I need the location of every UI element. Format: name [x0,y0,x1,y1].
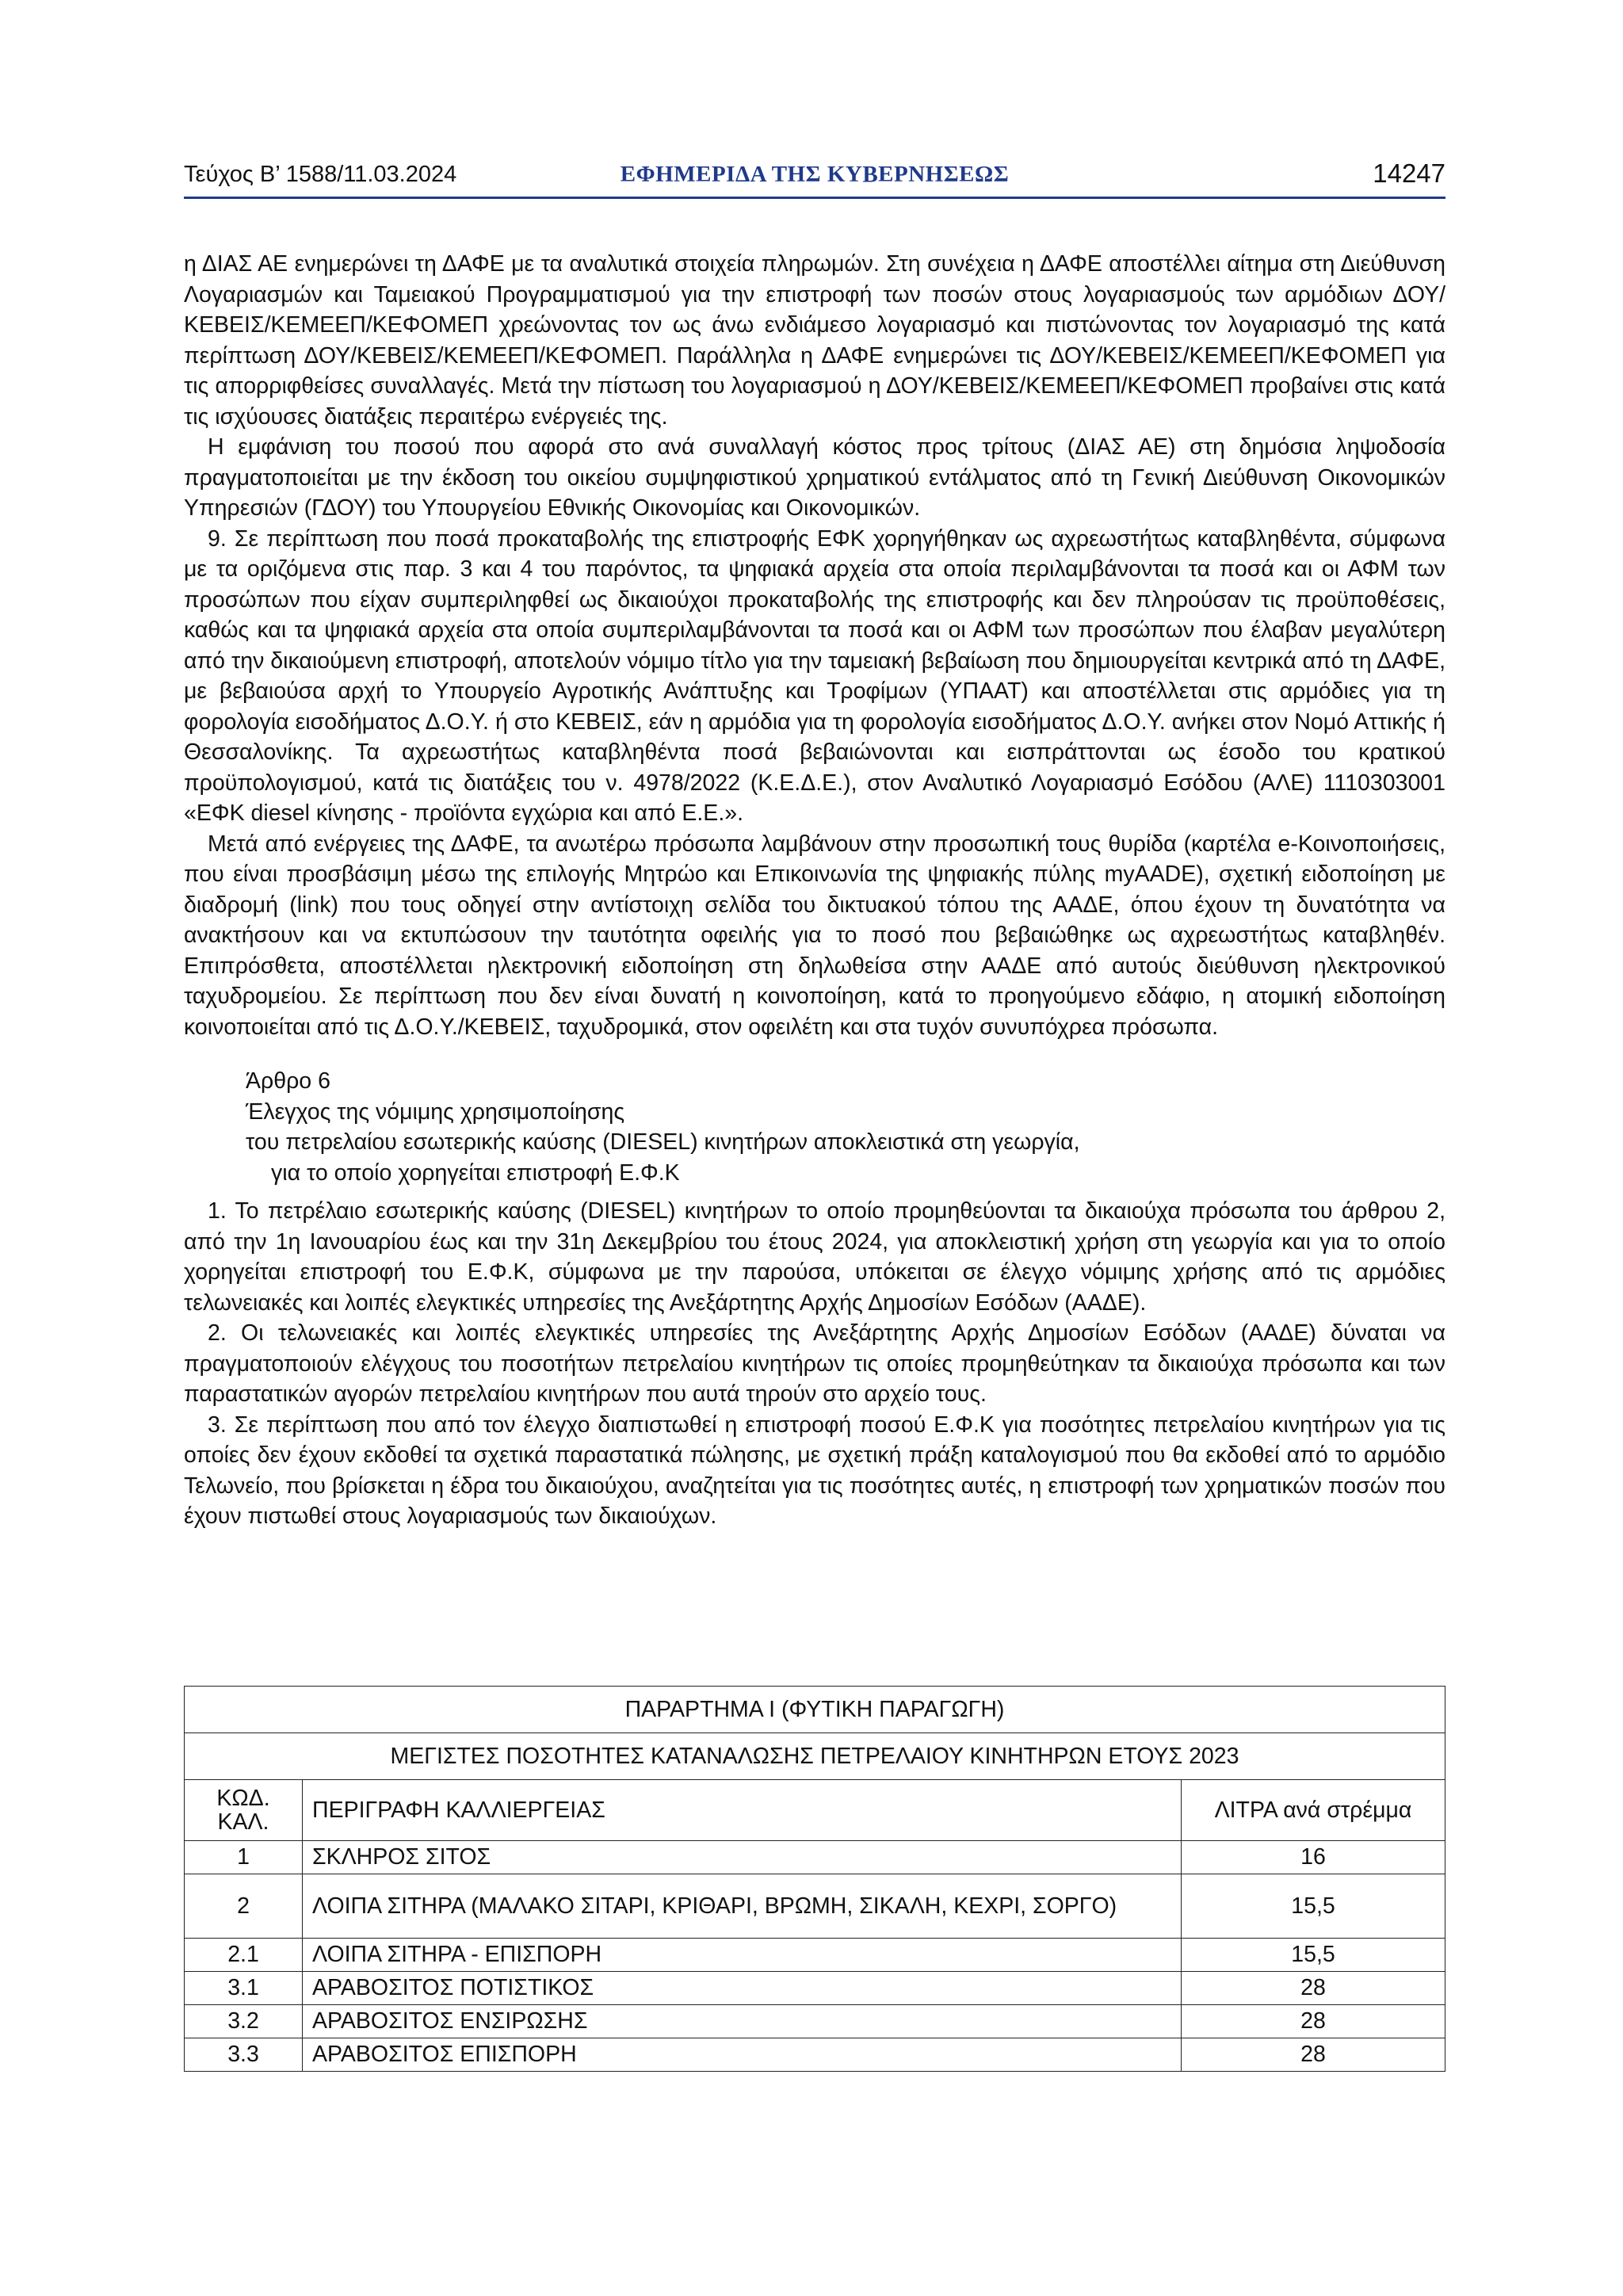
cell-description: ΑΡΑΒΟΣΙΤΟΣ ΠΟΤΙΣΤΙΚΟΣ [303,1972,1182,2005]
header-rule [184,197,1445,199]
cell-liters: 16 [1182,1841,1445,1874]
table-row [185,1972,1445,2005]
annex-subtitle: ΜΕΓΙΣΤΕΣ ΠΟΣΟΤΗΤΕΣ ΚΑΤΑΝΑΛΩΣΗΣ ΠΕΤΡΕΛΑΙΟΥ ΚΙΝΗΤΗΡΩΝ ΕΤΟΥΣ 2023 [185,1733,1445,1780]
cell-description: ΑΡΑΒΟΣΙΤΟΣ ΕΝΣΙΡΩΣΗΣ [303,2005,1182,2038]
article-number: Άρθρο 6 [246,1068,330,1094]
annex-table [184,1686,1445,2072]
annex-title: ΠΑΡΑΡΤΗΜΑ Ι (ΦΥΤΙΚΗ ΠΑΡΑΓΩΓΗ) [185,1687,1445,1733]
article-title-line: για το οποίο χορηγείται επιστροφή Ε.Φ.Κ [271,1159,680,1186]
cell-liters: 28 [1182,2005,1445,2038]
cell-description: ΛΟΙΠΑ ΣΙΤΗΡΑ - ΕΠΙΣΠΟΡΗ [303,1939,1182,1972]
cell-liters: 28 [1182,2038,1445,2072]
cell-liters: 15,5 [1182,1939,1445,1972]
cell-code: 3.2 [185,2005,303,2038]
page-header [184,159,1445,197]
table-row [185,1874,1445,1939]
article-paragraph: 1. Το πετρέλαιο εσωτερικής καύσης (DIESEL) κινητήρων το οποίο προμηθεύονται τα δικαιούχα πρόσωπα του άρθρου 2, από την 1η Ιανουαρίου έως και την 31η Δεκεμβρίου του έτους 2024, για αποκλειστική χρήση στη γεωργία και για το οποίο χορηγείται επιστροφή του Ε.Φ.Κ, σύμφωνα με την παρούσα, υπόκειται σε έλεγχο νόμιμης χρήσης από τις αρμόδιες τελωνειακές και λοιπές ελεγκτικές υπηρεσίες της Ανεξάρτητης Αρχής Δημοσίων Εσόδων (ΑΑΔΕ). [184,1198,1445,1316]
column-header-liters: ΛΙΤΡΑ ανά στρέμμα [1182,1780,1445,1841]
annex-title-row [185,1687,1445,1733]
article-paragraph: 2. Οι τελωνειακές και λοιπές ελεγκτικές υπηρεσίες της Ανεξάρτητης Αρχής Δημοσίων Εσόδων (ΑΑΔΕ) δύναται να πραγματοποιούν ελέγχους του ποσοτήτων πετρελαίου κινητήρων τις οποίες προμηθεύτηκαν τα δικαιούχα πρόσωπα και των παραστατικών αγορών πετρελαίου κινητήρων που αυτά τηρούν στο αρχείο τους. [184,1320,1445,1407]
cell-description: ΣΚΛΗΡΟΣ ΣΙΤΟΣ [303,1841,1182,1874]
cell-description: ΑΡΑΒΟΣΙΤΟΣ ΕΠΙΣΠΟΡΗ [303,2038,1182,2072]
cell-code: 1 [185,1841,303,1874]
column-header-description: ΠΕΡΙΓΡΑΦΗ ΚΑΛΛΙΕΡΓΕΙΑΣ [303,1780,1182,1841]
paragraph: 9. Σε περίπτωση που ποσά προκαταβολής της επιστροφής ΕΦΚ χορηγήθηκαν ως αχρεωστήτως καταβληθέντα, σύμφωνα με τα οριζόμενα στις παρ. 3 και 4 του παρόντος, τα ψηφιακά αρχεία στα οποία περιλαμβάνονται τα ποσά και οι ΑΦΜ των προσώπων που είχαν συμπεριληφθεί ως δικαιούχοι προκαταβολής της επιστροφής και δεν πληρούσαν τις προϋποθέσεις, καθώς και τα ψηφιακά αρχεία στα οποία συμπεριλαμβάνονται τα ποσά και οι ΑΦΜ των προσώπων που έλαβαν μεγαλύτερη από την δικαιούμενη επιστροφή, αποτελούν νόμιμο τίτλο για την ταμειακή βεβαίωση που δημιουργείται κεντρικά από τη ΔΑΦΕ, με βεβαιούσα αρχή το Υπουργείο Αγροτικής Ανάπτυξης και Τροφίμων (ΥΠΑΑΤ) και αποστέλλεται στις αρμόδιες για τη φορολογία εισοδήματος Δ.Ο.Υ. ή στο ΚΕΒΕΙΣ, εάν η αρμόδια για τη φορολογία εισοδήματος Δ.Ο.Υ. ανήκει στον Νομό Αττικής ή Θεσσαλονίκης. Τα αχρεωστήτως καταβληθέντα ποσά βεβαιώνονται και εισπράττονται ως έσοδο του κρατικού προϋπολογισμού, κατά τις διατάξεις του ν. 4978/2022 (Κ.Ε.Δ.Ε.), στον Αναλυτικό Λογαριασμό Εσόδου (ΑΛΕ) 1110303001 «ΕΦΚ diesel κίνησης - προϊόντα εγχώρια και από Ε.Ε.». [184,525,1445,826]
cell-code: 2 [185,1874,303,1939]
table-row [185,2038,1445,2072]
paragraph: η ΔΙΑΣ ΑΕ ενημερώνει τη ΔΑΦΕ με τα αναλυτικά στοιχεία πληρωμών. Στη συνέχεια η ΔΑΦΕ αποστέλλει αίτημα στη Διεύθυνση Λογαριασμών και Ταμειακού Προγραμματισμού για την επιστροφή των ποσών στους λογαριασμούς των αρμόδιων ΔΟΥ/ΚΕΒΕΙΣ/ΚΕΜΕΕΠ/ΚΕΦΟΜΕΠ χρεώνοντας τον ως άνω ενδιάμεσο λογαριασμό και πιστώνοντας τον λογαριασμό της κατά περίπτωση ΔΟΥ/ΚΕΒΕΙΣ/ΚΕΜΕΕΠ/ΚΕΦΟΜΕΠ. Παράλληλα η ΔΑΦΕ ενημερώνει τις ΔΟΥ/ΚΕΒΕΙΣ/ΚΕΜΕΕΠ/ΚΕΦΟΜΕΠ για τις απορριφθείσες συναλλαγές. Μετά την πίστωση του λογαριασμού η ΔΟΥ/ΚΕΒΕΙΣ/ΚΕΜΕΕΠ/ΚΕΦΟΜΕΠ προβαίνει στις κατά τις ισχύουσες διατάξεις περαιτέρω ενέργειές της. [184,251,1445,430]
table-header-row [185,1780,1445,1841]
table-row [185,2005,1445,2038]
column-header-code [185,1780,303,1841]
body-text [184,249,1445,1532]
issue-label: Τεύχος Β’ 1588/11.03.2024 [184,162,457,187]
page-number: 14247 [1373,159,1445,188]
cell-liters: 15,5 [1182,1874,1445,1939]
cell-code: 3.1 [185,1972,303,2005]
cell-liters: 28 [1182,1972,1445,2005]
article-paragraph: 3. Σε περίπτωση που από τον έλεγχο διαπιστωθεί η επιστροφή ποσού Ε.Φ.Κ για ποσότητες πετρελαίου κινητήρων για τις οποίες δεν έχουν εκδοθεί τα σχετικά παραστατικά πώλησης, με σχετική πράξη καταλογισμού που θα εκδοθεί από το αρμόδιο Τελωνείο, που βρίσκεται η έδρα του δικαιούχου, αναζητείται για τις ποσότητες αυτές, η επιστροφή των χρηματικών ποσών που έχουν πιστωθεί στους λογαριασμούς των δικαιούχων. [184,1412,1445,1529]
paragraph: Η εμφάνιση του ποσού που αφορά στο ανά συναλλαγή κόστος προς τρίτους (ΔΙΑΣ ΑΕ) στη δημόσια ληψοδοσία πραγματοποιείται με την έκδοση του οικείου συμψηφιστικού χρηματικού εντάλματος από τη Γενική Διεύθυνση Οικονομικών Υπηρεσιών (ΓΔΟΥ) του Υπουργείου Εθνικής Οικονομίας και Οικονομικών. [184,434,1445,521]
table-row [185,1841,1445,1874]
gazette-title: ΕΦΗΜΕΡΙΔΑ ΤΗΣ ΚΥΒΕΡΝΗΣΕΩΣ [620,162,1010,187]
article-heading [184,1066,1445,1188]
article-title-line: Έλεγχος της νόμιμης χρησιμοποίησης [246,1098,625,1125]
cell-code: 3.3 [185,2038,303,2072]
column-header-code-line: ΚΩΔ. [216,1786,270,1811]
article-title-line: του πετρελαίου εσωτερικής καύσης (DIESEL) κινητήρων αποκλειστικά στη γεωργία, [246,1129,1080,1155]
annex-subtitle-row [185,1733,1445,1780]
column-header-code-line: ΚΑΛ. [217,1809,269,1835]
cell-description: ΛΟΙΠΑ ΣΙΤΗΡΑ (ΜΑΛΑΚΟ ΣΙΤΑΡΙ, ΚΡΙΘΑΡΙ, ΒΡΩΜΗ, ΣΙΚΑΛΗ, ΚΕΧΡΙ, ΣΟΡΓΟ) [303,1874,1182,1939]
table-row [185,1939,1445,1972]
cell-code: 2.1 [185,1939,303,1972]
paragraph: Μετά από ενέργειες της ΔΑΦΕ, τα ανωτέρω πρόσωπα λαμβάνουν στην προσωπική τους θυρίδα (καρτέλα e-Κοινοποιήσεις, που είναι προσβάσιμη μέσω της επιλογής Μητρώο και Επικοινωνία της ψηφιακής πύλης myAADE), σχετική ειδοποίηση με διαδρομή (link) που τους οδηγεί στην αντίστοιχη σελίδα του δικτυακού τόπου της ΑΑΔΕ, όπου έχουν τη δυνατότητα να ανακτήσουν και να εκτυπώσουν την ταυτότητα οφειλής για το ποσό που βεβαιώθηκε ως αχρεωστήτως καταβληθέν. Επιπρόσθετα, αποστέλλεται ηλεκτρονική ειδοποίηση στη δηλωθείσα στην ΑΑΔΕ από αυτούς διεύθυνση ηλεκτρονικού ταχυδρομείου. Σε περίπτωση που δεν είναι δυνατή η κοινοποίηση, κατά το προηγούμενο εδάφιο, η ατομική ειδοποίηση κοινοποιείται από τις Δ.Ο.Υ./ΚΕΒΕΙΣ, ταχυδρομικά, στον οφειλέτη και στα τυχόν συνυπόχρεα πρόσωπα. [184,831,1445,1040]
